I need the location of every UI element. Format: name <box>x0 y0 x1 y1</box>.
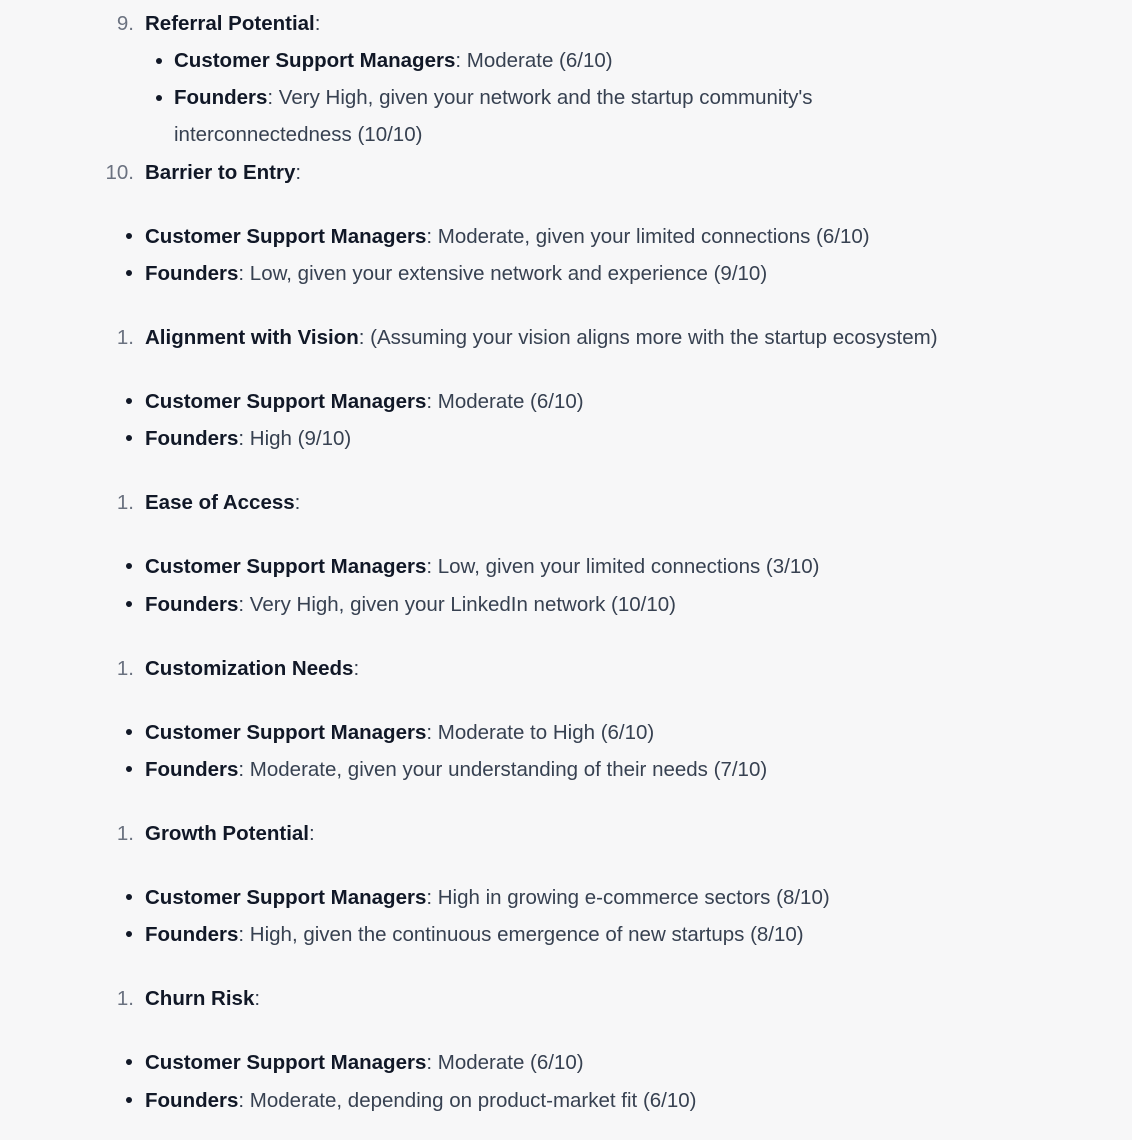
bullet-icon <box>126 563 132 569</box>
list-item-text <box>145 1051 584 1075</box>
item-text: : High, given the continuous emergence of new startups (8/10) <box>238 923 804 946</box>
bullet-icon <box>156 95 162 101</box>
list-heading-text <box>145 326 938 350</box>
bullet-icon <box>126 601 132 607</box>
list-number: 1. <box>116 987 134 1010</box>
bullet-icon <box>126 398 132 404</box>
item-text: : Moderate, given your understanding of their needs (7/10) <box>238 758 768 781</box>
list-item-text <box>174 49 613 73</box>
bullet-icon <box>126 1097 132 1103</box>
item-label: Customer Support Managers <box>145 721 427 744</box>
bullet-icon <box>126 931 132 937</box>
item-text: : High in growing e-commerce sectors (8/10) <box>426 886 830 909</box>
heading-title: Referral Potential <box>145 12 315 35</box>
heading-suffix: : <box>254 987 261 1010</box>
item-text: : Moderate (6/10) <box>426 390 584 413</box>
list-item-text <box>145 427 351 451</box>
item-label: Customer Support Managers <box>145 886 427 909</box>
heading-title: Churn Risk <box>145 987 255 1010</box>
heading-title: Customization Needs <box>145 657 354 680</box>
item-label: Founders <box>174 86 268 109</box>
item-label: Founders <box>145 923 239 946</box>
bullet-icon <box>156 58 162 64</box>
item-label: Customer Support Managers <box>174 49 456 72</box>
item-text: : High (9/10) <box>238 427 352 450</box>
bullet-icon <box>126 766 132 772</box>
item-label: Customer Support Managers <box>145 390 427 413</box>
list-item-text <box>145 555 819 579</box>
heading-suffix: : (Assuming your vision aligns more with the startup ecosystem) <box>358 326 938 349</box>
item-text: : Moderate, depending on product-market fit (6/10) <box>238 1089 697 1112</box>
item-label: Founders <box>145 427 239 450</box>
item-text-continued: interconnectedness (10/10) <box>174 123 423 146</box>
item-label: Founders <box>145 593 239 616</box>
list-item-text <box>145 390 584 414</box>
bullet-icon <box>126 435 132 441</box>
list-heading-text <box>145 12 320 36</box>
heading-suffix: : <box>295 161 302 184</box>
list-heading-text <box>145 987 260 1011</box>
bullet-icon <box>126 729 132 735</box>
item-text: : Moderate to High (6/10) <box>426 721 655 744</box>
item-text: : Very High, given your network and the startup community's <box>267 86 813 109</box>
heading-title: Alignment with Vision <box>145 326 359 349</box>
list-heading-text <box>145 491 300 515</box>
list-item-text <box>145 225 870 249</box>
item-text: : Low, given your limited connections (3/10) <box>426 555 820 578</box>
item-text: : Moderate (6/10) <box>426 1051 584 1074</box>
heading-title: Ease of Access <box>145 491 295 514</box>
list-item-text <box>145 923 804 947</box>
list-item-text <box>145 262 767 286</box>
heading-suffix: : <box>294 491 301 514</box>
item-label: Customer Support Managers <box>145 225 427 248</box>
bullet-icon <box>126 894 132 900</box>
item-label: Founders <box>145 758 239 781</box>
list-number: 1. <box>116 326 134 349</box>
list-item-text <box>145 721 654 745</box>
list-item-text <box>174 86 813 110</box>
list-heading-text <box>145 161 301 185</box>
list-heading-text <box>145 657 359 681</box>
list-heading-text <box>145 822 315 846</box>
bullet-icon <box>126 233 132 239</box>
heading-suffix: : <box>353 657 360 680</box>
list-item-text <box>145 758 767 782</box>
list-number: 1. <box>116 657 134 680</box>
heading-title: Barrier to Entry <box>145 161 296 184</box>
list-item-text <box>145 886 830 910</box>
list-item-text <box>145 1089 697 1113</box>
item-label: Customer Support Managers <box>145 1051 427 1074</box>
list-item-text <box>145 593 676 617</box>
list-number: 9. <box>116 12 134 35</box>
heading-suffix: : <box>314 12 321 35</box>
item-text: : Moderate (6/10) <box>455 49 613 72</box>
item-label: Founders <box>145 1089 239 1112</box>
bullet-icon <box>126 1059 132 1065</box>
list-number: 1. <box>116 491 134 514</box>
list-number: 10. <box>105 161 134 184</box>
heading-title: Growth Potential <box>145 822 309 845</box>
list-number: 1. <box>116 822 134 845</box>
item-label: Customer Support Managers <box>145 555 427 578</box>
heading-suffix: : <box>309 822 315 845</box>
item-text: : Low, given your extensive network and experience (9/10) <box>238 262 768 285</box>
item-label: Founders <box>145 262 239 285</box>
item-text: : Very High, given your LinkedIn network (10/10) <box>238 593 676 616</box>
bullet-icon <box>126 270 132 276</box>
item-text: : Moderate, given your limited connections (6/10) <box>426 225 870 248</box>
